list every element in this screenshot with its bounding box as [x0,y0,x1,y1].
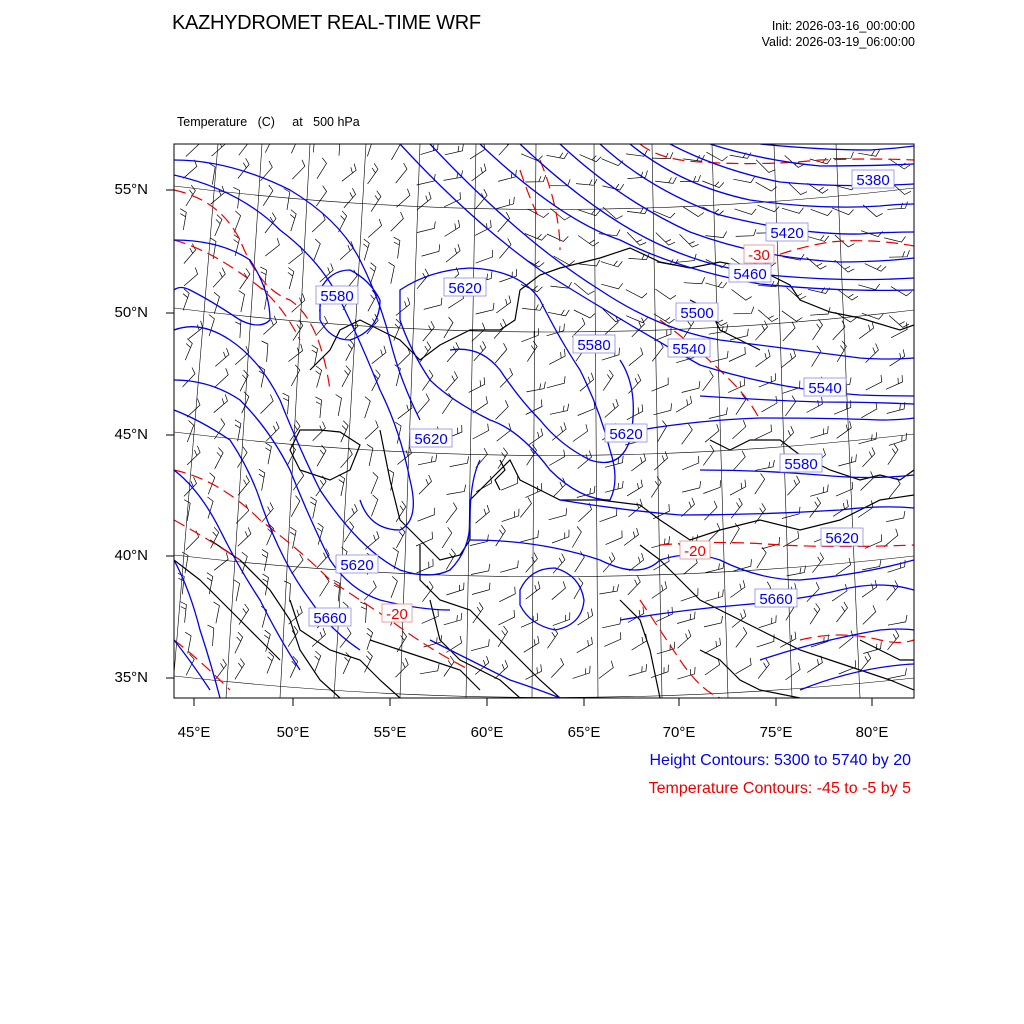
height-label [668,339,710,358]
svg-text:5540: 5540 [808,380,842,397]
svg-text:5500: 5500 [680,305,714,322]
svg-text:-20: -20 [684,543,706,560]
lon-label: 80°E [855,724,889,741]
chart-title: KAZHYDROMET REAL-TIME WRF [172,12,481,34]
lon-label: 45°E [177,724,211,741]
height-label [410,429,452,448]
variable-temperature: Temperature (C) at 500 hPa [177,115,360,129]
temp-label [382,604,412,623]
svg-text:5380: 5380 [856,172,890,189]
lon-label: 50°E [276,724,310,741]
lon-label: 70°E [662,724,696,741]
svg-text:5580: 5580 [320,288,354,305]
svg-text:5580: 5580 [784,456,818,473]
svg-text:5460: 5460 [733,266,767,283]
svg-text:5620: 5620 [609,426,643,443]
svg-text:5580: 5580 [577,337,611,354]
svg-text:5620: 5620 [340,557,374,574]
temp-label [680,541,710,560]
lat-label: 55°N [114,181,148,198]
lat-label: 35°N [114,669,148,686]
svg-text:5540: 5540 [672,341,706,358]
svg-text:5660: 5660 [759,591,793,608]
height-label [852,170,894,189]
height-label [755,589,797,608]
lon-label: 75°E [759,724,793,741]
svg-text:5420: 5420 [770,225,804,242]
height-label [780,454,822,473]
lat-label: 50°N [114,304,148,321]
valid-time: Valid: 2026-03-19_06:00:00 [761,35,915,49]
lon-label: 55°E [373,724,407,741]
svg-text:5660: 5660 [313,610,347,627]
height-label [444,278,486,297]
svg-text:5620: 5620 [825,530,859,547]
lon-label: 60°E [470,724,504,741]
lon-label: 65°E [567,724,601,741]
temp-label [744,245,774,264]
height-label [336,555,378,574]
init-time: Init: 2026-03-16_00:00:00 [771,19,915,33]
svg-text:-30: -30 [748,247,770,264]
height-label [729,264,771,283]
height-label [821,528,863,547]
height-label [605,424,647,443]
temperature-legend: Temperature Contours: -45 to -5 by 5 [648,780,911,797]
height-legend: Height Contours: 5300 to 5740 by 20 [649,752,911,769]
height-label [804,378,846,397]
height-label [573,335,615,354]
height-label [676,303,718,322]
lat-label: 45°N [114,426,148,443]
height-label [316,286,358,305]
svg-text:5620: 5620 [414,431,448,448]
svg-text:-20: -20 [386,606,408,623]
lat-label: 40°N [114,547,148,564]
svg-text:5620: 5620 [448,280,482,297]
height-label [766,223,808,242]
height-label [309,608,351,627]
